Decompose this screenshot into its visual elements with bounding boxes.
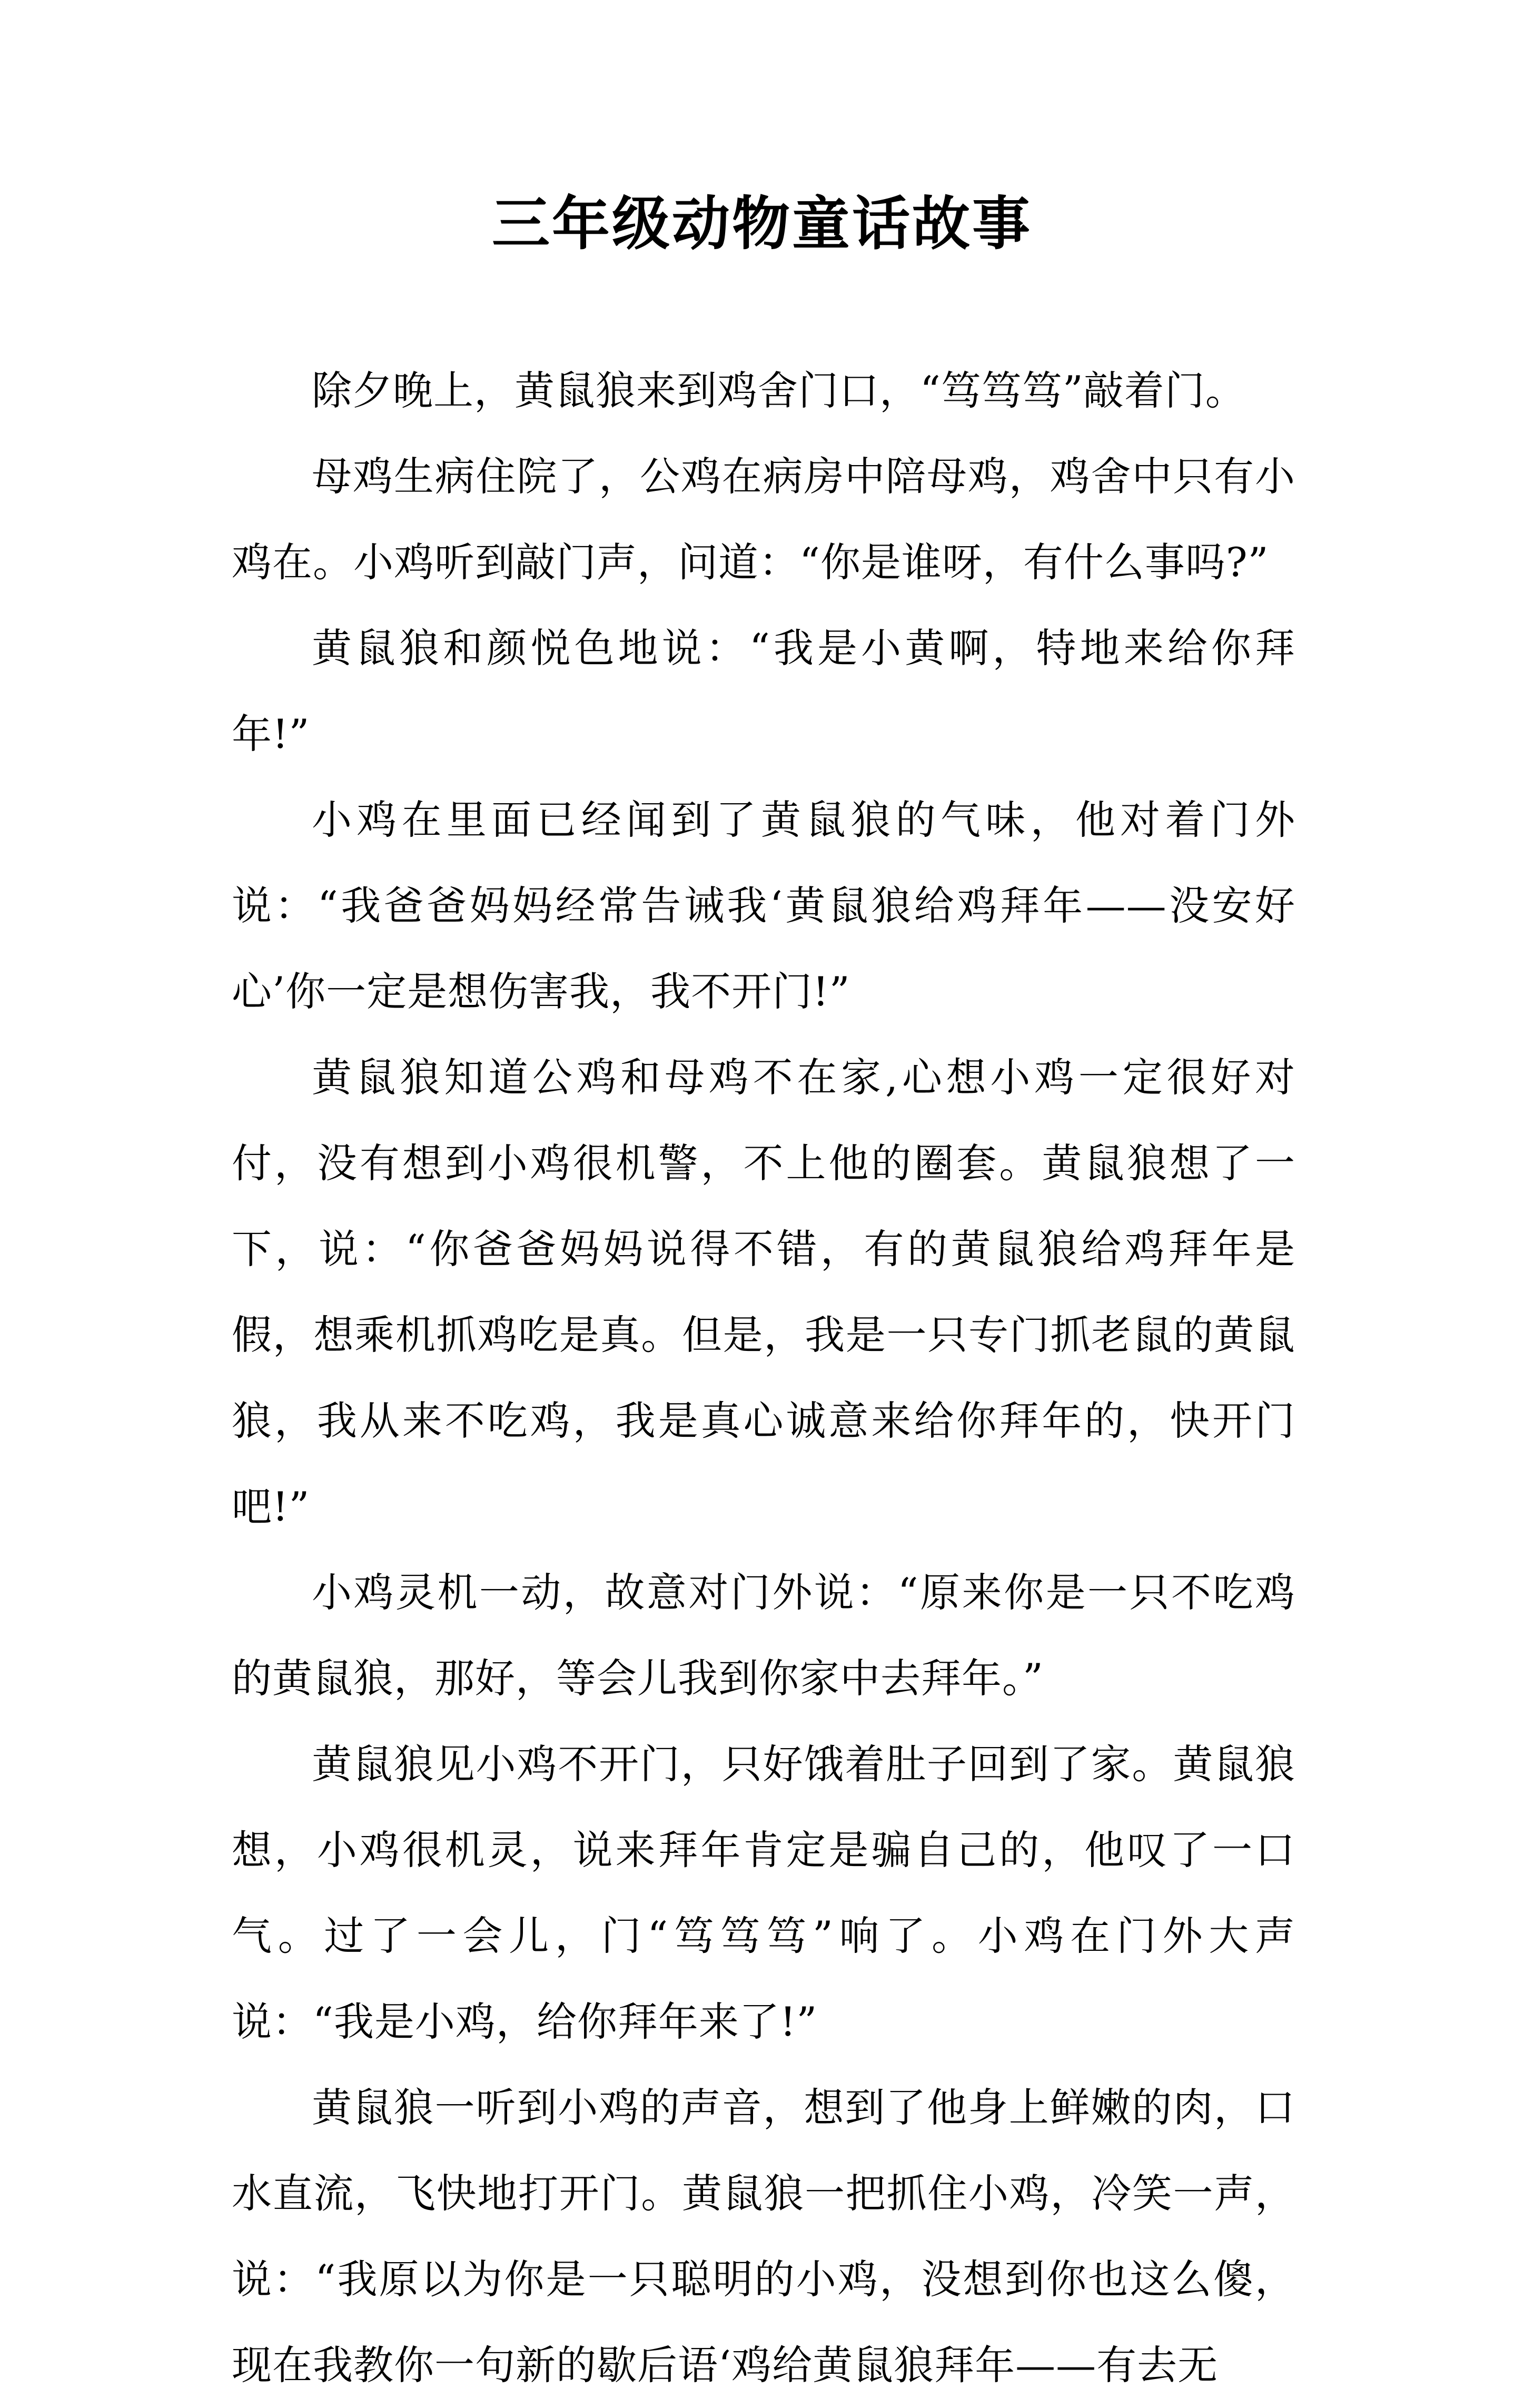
document-title: 三年级动物童话故事 [492,190,1032,258]
paragraph: 黄鼠狼一听到小鸡的声音，想到了他身上鲜嫩的肉，口水直流，飞快地打开门。黄鼠狼一把抓住小鸡，冷笑一声，说：“我原以为你是一只聪明的小鸡，没想到你也这么傻，现在我教你一句新的歇后语‘鸡给黄鼠狼拜年——有去无 [232,2084,1295,2389]
paragraph: 黄鼠狼和颜悦色地说：“我是小黄啊，特地来给你拜年!” [232,625,1295,757]
paragraph: 黄鼠狼知道公鸡和母鸡不在家,心想小鸡一定很好对付，没有想到小鸡很机警，不上他的圈套。黄鼠狼想了一下，说：“你爸爸妈妈说得不错，有的黄鼠狼给鸡拜年是假，想乘机抓鸡吃是真。但是，我是一只专门抓老鼠的黄鼠狼，我从来不吃鸡，我是真心诚意来给你拜年的，快开门吧!” [232,1054,1295,1530]
paragraph: 除夕晚上，黄鼠狼来到鸡舍门口，“笃笃笃”敲着门。 [312,367,1246,414]
paragraph: 黄鼠狼见小鸡不开门，只好饿着肚子回到了家。黄鼠狼想，小鸡很机灵，说来拜年肯定是骗自己的，他叹了一口气。过了一会儿，门“笃笃笃”响了。小鸡在门外大声说：“我是小鸡，给你拜年来了!” [232,1741,1295,2045]
paragraph: 小鸡在里面已经闻到了黄鼠狼的气味，他对着门外说：“我爸爸妈妈经常告诫我‘黄鼠狼给鸡拜年——没安好心’你一定是想伤害我，我不开门!” [232,796,1295,1015]
paragraph: 小鸡灵机一动，故意对门外说：“原来你是一只不吃鸡的黄鼠狼，那好，等会儿我到你家中去拜年。” [232,1569,1295,1702]
document-body [232,348,1295,2408]
paragraph: 母鸡生病住院了，公鸡在病房中陪母鸡，鸡舍中只有小鸡在。小鸡听到敲门声，问道：“你是谁呀，有什么事吗?” [232,453,1295,586]
